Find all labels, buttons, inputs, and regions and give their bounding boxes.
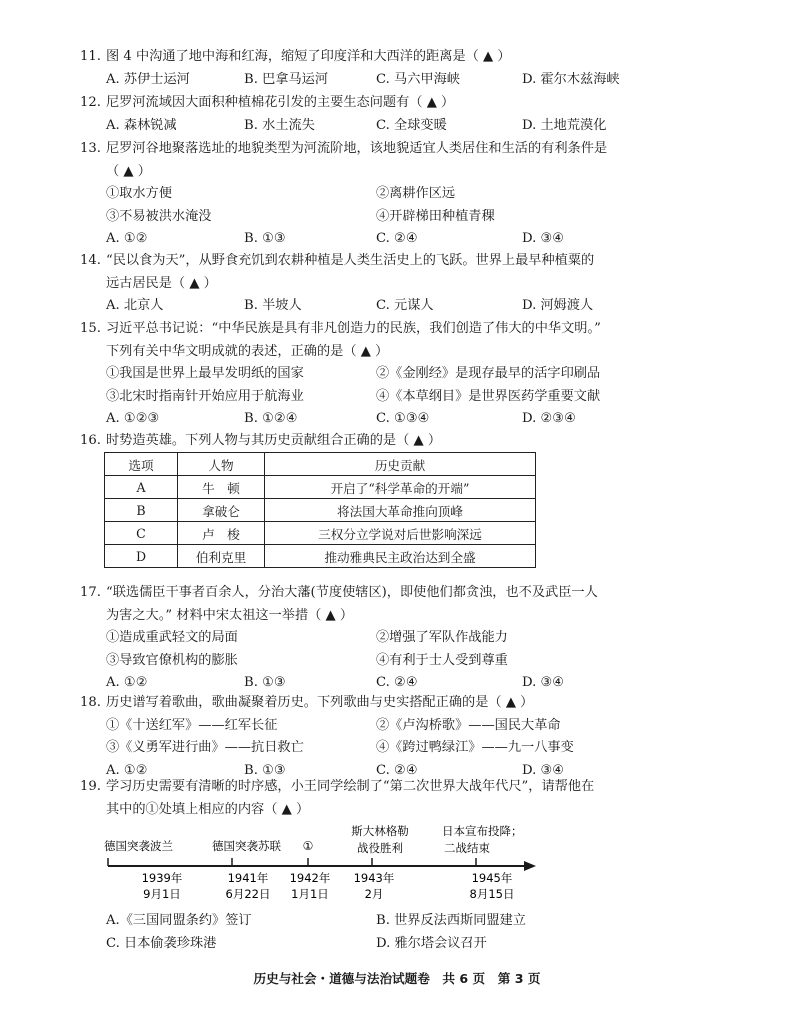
question-number: 13. bbox=[80, 141, 101, 156]
timeline-date: 2月 bbox=[364, 887, 384, 901]
table-row bbox=[105, 522, 536, 545]
option-a: A. ①②③ bbox=[106, 411, 160, 426]
item-1: ①取水方便 bbox=[106, 186, 172, 201]
option-a: A. 北京人 bbox=[106, 298, 164, 313]
item-2: ②离耕作区远 bbox=[376, 186, 456, 201]
question-19 bbox=[80, 776, 640, 821]
options-row bbox=[106, 408, 640, 431]
option-a: A. ①② bbox=[106, 762, 148, 778]
timeline-blank-marker: ① bbox=[302, 839, 314, 853]
item-2: ②《金刚经》是现存最早的活字印刷品 bbox=[376, 366, 601, 381]
table-cell: 牛 顿 bbox=[178, 476, 265, 499]
options-row bbox=[106, 228, 640, 251]
timeline-event-label: 二战结束 bbox=[444, 841, 490, 855]
table-cell: C bbox=[105, 522, 178, 545]
question-stem-continued: 为害之大。” 材料中宋太祖这一举措（ ▲ ） bbox=[106, 607, 354, 623]
option-b: B. 水土流失 bbox=[244, 117, 315, 133]
option-c: C. ②④ bbox=[376, 762, 418, 778]
timeline-event-label: 德国突袭苏联 bbox=[212, 839, 281, 853]
table-header: 选项 bbox=[105, 453, 178, 476]
timeline-year: 1939年 bbox=[141, 871, 183, 885]
question-stem-continued: 下列有关中华文明成就的表述，正确的是（ ▲ ） bbox=[106, 343, 389, 359]
items-row bbox=[106, 206, 640, 229]
item-2: ②增强了军队作战能力 bbox=[376, 630, 508, 645]
item-3: ③不易被洪水淹没 bbox=[106, 208, 212, 224]
question-stem: “民以食为天”，从野食充饥到农耕种植是人类生活史上的飞跃。世界上最早种植粟的 bbox=[106, 253, 595, 268]
option-c: C. 全球变暖 bbox=[376, 117, 447, 133]
item-1: ①造成重武轻文的局面 bbox=[106, 630, 238, 645]
options-row bbox=[106, 115, 640, 138]
option-a: A. ①② bbox=[106, 675, 148, 690]
question-number: 19. bbox=[80, 779, 101, 794]
question-number: 17. bbox=[80, 585, 101, 600]
items-row bbox=[106, 183, 640, 206]
item-4: ④《跨过鸭绿江》——九一八事变 bbox=[376, 740, 574, 755]
table-header-row bbox=[105, 453, 536, 476]
table-cell: 开启了“科学革命的开端” bbox=[265, 476, 536, 499]
timeline-year: 1942年 bbox=[289, 871, 331, 885]
question-number: 16. bbox=[80, 433, 101, 448]
option-c: C. ①③④ bbox=[376, 411, 430, 426]
table-cell: 卢 梭 bbox=[178, 522, 265, 545]
question-stem: 学习历史需要有清晰的时序感，小王同学绘制了“第二次世界大战年代尺”，请帮他在 bbox=[106, 779, 595, 794]
options-row bbox=[106, 910, 640, 933]
items-row bbox=[106, 737, 640, 760]
item-3: ③北宋时指南针开始应用于航海业 bbox=[106, 388, 304, 404]
table-cell: B bbox=[105, 499, 178, 522]
option-b: B. ①③ bbox=[244, 231, 286, 246]
option-d: D. ③④ bbox=[522, 231, 565, 246]
question-number: 14. bbox=[80, 253, 101, 268]
items-row bbox=[106, 715, 640, 738]
question-11 bbox=[80, 46, 640, 91]
table-cell: 将法国大革命推向顶峰 bbox=[265, 499, 536, 522]
table-row bbox=[105, 476, 536, 499]
option-b: B. 世界反法西斯同盟建立 bbox=[376, 913, 526, 928]
option-d: D. ③④ bbox=[522, 762, 565, 778]
question-12 bbox=[80, 92, 640, 137]
option-c: C. 马六甲海峡 bbox=[376, 71, 460, 87]
option-d: D. ③④ bbox=[522, 675, 565, 690]
items-row bbox=[106, 386, 640, 409]
items-row bbox=[106, 627, 640, 650]
question-18 bbox=[80, 692, 640, 782]
table-cell: 推动雅典民主政治达到全盛 bbox=[265, 545, 536, 568]
question-19-options bbox=[80, 910, 640, 955]
table-header: 人物 bbox=[178, 453, 265, 476]
question-stem-continued: 远古居民是（ ▲ ） bbox=[106, 275, 217, 291]
option-b: B. 半坡人 bbox=[244, 298, 302, 313]
option-a: A.《三国同盟条约》签订 bbox=[106, 913, 252, 928]
question-stem: 时势造英雄。下列人物与其历史贡献组合正确的是（ ▲ ） bbox=[106, 433, 442, 448]
option-c: C. 日本偷袭珍珠港 bbox=[106, 935, 217, 951]
question-number: 15. bbox=[80, 321, 101, 336]
question-stem: 图 4 中沟通了地中海和红海，缩短了印度洋和大西洋的距离是（ ▲ ） bbox=[106, 49, 511, 64]
question-stem: 尼罗河流域因大面积种植棉花引发的主要生态问题有（ ▲ ） bbox=[106, 95, 455, 110]
item-1: ①《十送红军》——红军长征 bbox=[106, 717, 278, 733]
option-d: D. 雅尔塔会议召开 bbox=[376, 935, 487, 951]
timeline-arrow-icon bbox=[524, 861, 536, 871]
item-4: ④开辟梯田种植青稞 bbox=[376, 208, 495, 224]
question-stem: 尼罗河谷地聚落选址的地貌类型为河流阶地，该地貌适宜人类居住和生活的有利条件是 bbox=[106, 141, 608, 156]
item-1: ①我国是世界上最早发明纸的国家 bbox=[106, 366, 304, 381]
item-4: ④有利于士人受到尊重 bbox=[376, 652, 508, 668]
table-cell: A bbox=[105, 476, 178, 499]
history-table bbox=[104, 452, 536, 568]
question-stem: 习近平总书记说：“中华民族是具有非凡创造力的民族，我们创造了伟大的中华文明。” bbox=[106, 321, 601, 336]
table-header: 历史贡献 bbox=[265, 453, 536, 476]
option-a: A. ①② bbox=[106, 231, 148, 246]
table-row bbox=[105, 545, 536, 568]
ww2-timeline bbox=[104, 824, 544, 902]
question-number: 18. bbox=[80, 695, 101, 710]
option-b: B. ①③ bbox=[244, 762, 286, 778]
items-row bbox=[106, 363, 640, 386]
table-cell: 伯利克里 bbox=[178, 545, 265, 568]
timeline-year: 1941年 bbox=[227, 871, 269, 885]
option-a: A. 森林锐减 bbox=[106, 117, 177, 133]
timeline-event-label: 德国突袭波兰 bbox=[104, 839, 173, 853]
question-16 bbox=[80, 430, 640, 453]
question-13 bbox=[80, 138, 640, 251]
timeline-event-label: 战役胜利 bbox=[357, 841, 403, 855]
options-row bbox=[106, 69, 640, 92]
option-c: C. ②④ bbox=[376, 675, 418, 690]
question-17 bbox=[80, 582, 640, 695]
table-cell: 拿破仑 bbox=[178, 499, 265, 522]
option-b: B. 巴拿马运河 bbox=[244, 71, 329, 87]
options-row bbox=[106, 295, 640, 318]
option-d: D. 河姆渡人 bbox=[522, 298, 594, 313]
option-d: D. ②③④ bbox=[522, 411, 576, 426]
question-stem: “联选儒臣干事者百余人，分治大藩(节度使辖区)，即使他们都贪浊，也不及武臣一人 bbox=[106, 585, 598, 600]
question-15 bbox=[80, 318, 640, 431]
timeline-year: 1945年 bbox=[471, 871, 513, 885]
table-cell: D bbox=[105, 545, 178, 568]
timeline-year: 1943年 bbox=[353, 871, 395, 885]
page-footer: 历史与社会・道德与法治试题卷 共 6 页 第 3 页 bbox=[253, 971, 541, 986]
option-d: D. 土地荒漠化 bbox=[522, 117, 607, 133]
option-c: C. ②④ bbox=[376, 231, 418, 246]
question-number: 12. bbox=[80, 95, 101, 110]
timeline-date: 8月15日 bbox=[469, 887, 515, 901]
item-2: ②《卢沟桥歌》——国民大革命 bbox=[376, 717, 561, 733]
option-b: B. ①③ bbox=[244, 675, 286, 690]
timeline-event-label: 斯大林格勒 bbox=[351, 824, 409, 838]
question-stem: 历史谱写着歌曲，歌曲凝聚着历史。下列歌曲与史实搭配正确的是（ ▲ ） bbox=[106, 695, 534, 710]
item-4: ④《本草纲目》是世界医药学重要文献 bbox=[376, 388, 601, 404]
question-number: 11. bbox=[80, 49, 101, 64]
table-cell: 三权分立学说对后世影响深远 bbox=[265, 522, 536, 545]
option-b: B. ①②④ bbox=[244, 411, 298, 426]
items-row bbox=[106, 650, 640, 673]
item-3: ③《义勇军进行曲》——抗日救亡 bbox=[106, 740, 304, 755]
timeline-date: 9月1日 bbox=[143, 887, 181, 901]
timeline-event-label: 日本宣布投降； bbox=[442, 824, 523, 838]
question-stem-continued: 其中的①处填上相应的内容（ ▲ ） bbox=[106, 801, 310, 817]
option-d: D. 霍尔木兹海峡 bbox=[522, 71, 620, 87]
timeline-date: 1月1日 bbox=[291, 887, 329, 901]
item-3: ③导致官僚机构的膨胀 bbox=[106, 652, 238, 668]
options-row bbox=[106, 933, 640, 956]
question-14 bbox=[80, 250, 640, 318]
option-c: C. 元谋人 bbox=[376, 298, 434, 313]
question-stem-continued: （ ▲ ） bbox=[106, 163, 151, 179]
option-a: A. 苏伊士运河 bbox=[106, 71, 190, 87]
timeline-date: 6月22日 bbox=[225, 887, 271, 901]
table-row bbox=[105, 499, 536, 522]
